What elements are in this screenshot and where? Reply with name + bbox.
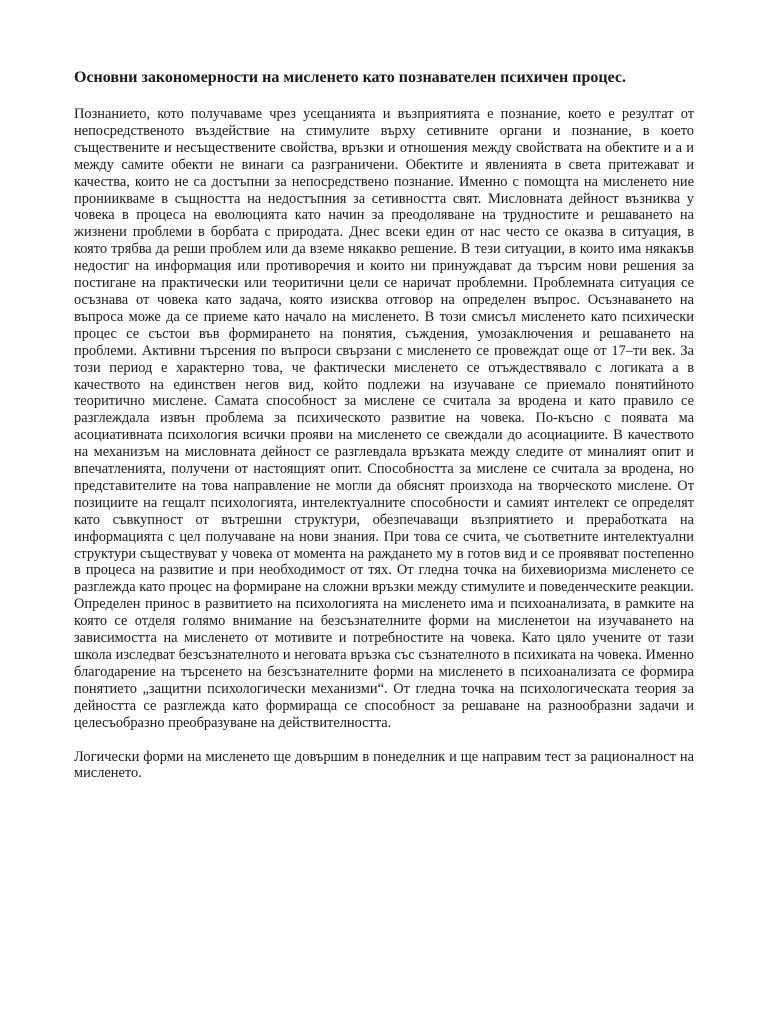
body-paragraph-main: Познанието, кото получаваме чрез усещанията и възприятията е познание, което е резултат от непосредственото въздействие на стимулите върху сетивните органи и познание, в което съществените и несъществените свойства, връзки и отношения между свойствата на обектите и а и между самите обекти не винаги са разграничени. Обектите и явленията в света притежават и качества, които не са достъпни за непосредствено познание. Именно с помощта на мисленето ние прониикваме в същността на недостъпния за сетивността свят. Мисловната дейност възниква у човека в процеса на еволюцията като начин за преодоляване на трудностите и решаването на жизнени проблеми в борбата с природата. Днес всеки един от нас често се оказва в ситуация, в която трябва да реши проблем или да вземе някакво решение. В тези ситуации, в които има някакъв недостиг на информация или противоречия и които ни принуждават да търсим нови решения за постигане на практически или теоритични цели се наричат проблемни. Проблемната ситуация се осъзнава от човека като задача, която изисква отговор на определен въпрос. Осъзнаването на въпроса може да се приеме като начало на мисленето. В този смисъл мисленето като психически процес се състои във формирането на понятия, съждения, умозаключения и решаването на проблеми. Активни търсения по въпроси свързани с мисленето се провеждат още от 17–ти век. За този период е характерно това, че фактически мисленето се отъждествявало с логиката а в качеството на единствен негов вид, който подлежи на изучаване се приемало понятийното теоритично мислене. Самата способност за мислене се считала за вродена и като правило се разглеждала извън проблема за психическото развитие на човека. По-късно с появата ма асоциативната психология всички прояви на мисленето се свеждали до асоциациите. В качеството на механизъм на мисловната дейност се разглевдала връзката между следите от миналият опит и впечатленията, получени от настоящият опит. Способността за мислене се считала за вродена, но представителите на това направление не могли да обяснят произхода на творческото мислене. От позициите на гещалт психологията, интелектуалните способности и самият интелект се определят като съвкупност от вътрешни структури, обезпечаващи възприятието и преработката на информацията с цел получаване на нови знания. При това се счита, че съответните интелектуални структури съществуват у човека от момента на раждането му в готов вид и се проявяват постепенно в процеса на развитие и при необходимост от тях. От гледна точка на бихевиоризма мисленето се разглежда като процес на формиране на сложни връзки между стимулите и поведенческите реакции. Определен принос в развитието на психологията на мисленето има и психоанализата, в рамките на която се отделя голямо внимание на безсъзнателните форми на мисленетои на изучаването на зависимостта на мисленето от мотивите и потребностите на човека. Като цяло учените от тази школа изследват безсъзнателното и неговата връзка със съзнателното в психиката на човека. Именно благодарение на търсенето на безсъзнателните форми на мисленето в психоанализата се формира понятието „защитни психологически механизми“. От гледна точка на психологическата теория за дейността се разглежда като формираща се способност за решаване на разнообразни задачи и целесъобразно преобразуване на действителността.	[74, 106, 694, 731]
body-paragraph-closing: Логически форми на мисленето ще довършим в понеделник и ще направим тест за рационалност на мисленето.	[74, 748, 694, 782]
document-page	[74, 68, 694, 782]
document-title: Основни закономерности на мисленето като познавателен психичен процес.	[74, 69, 626, 86]
